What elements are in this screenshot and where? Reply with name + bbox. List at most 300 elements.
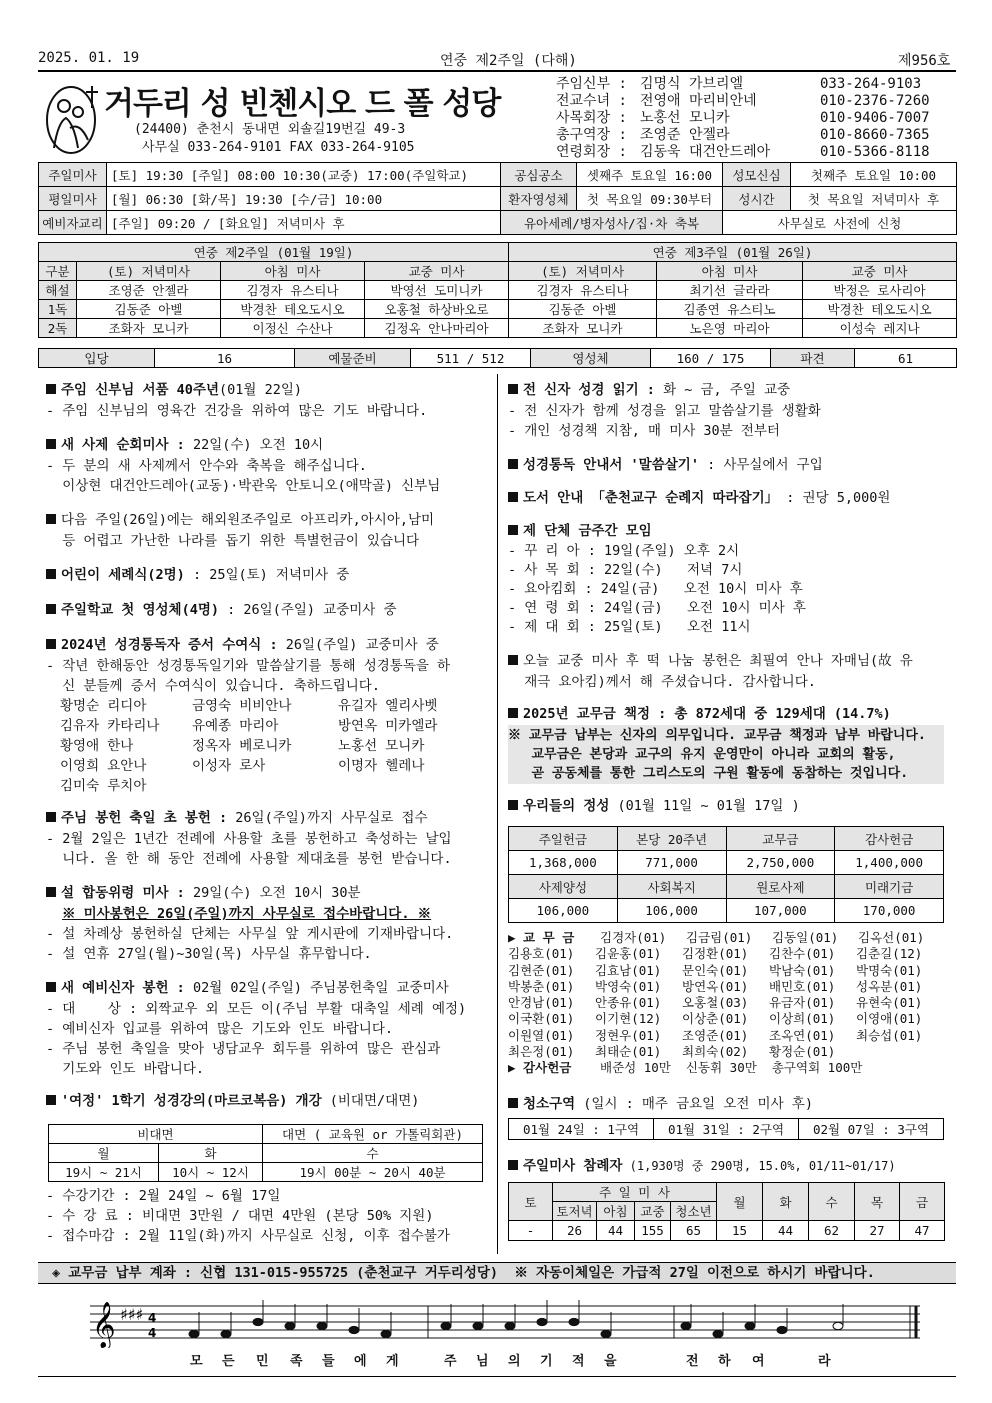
person-name: 황영애 한나: [60, 738, 134, 754]
person-name: 이영희 요안나: [60, 758, 147, 774]
person-name: 김유자 카타리나: [60, 718, 160, 734]
notice-text: 다음 주일(26일)에는 해외원조주일로 아프리카,아시아,남미: [61, 512, 435, 528]
attendance-sub: 토저녁: [553, 1202, 597, 1221]
thanks-label: ▶ 감사헌금: [508, 1060, 572, 1076]
note-head-icon: [745, 1322, 755, 1329]
readers-cell: 오홍철 하상바오로: [365, 300, 509, 319]
lecture-time: 19시 ~ 21시: [49, 1163, 159, 1182]
donor-name: 김현준(01): [508, 962, 575, 978]
notice-tithe: [508, 704, 948, 725]
notice-offerings: [508, 796, 948, 817]
schedule-cell: 첫 목요일 저녁미사 후: [791, 187, 957, 211]
offering-label: 사제양성: [509, 875, 618, 899]
staff-role: 사목회장 :: [556, 110, 627, 126]
attendance-value: 155: [635, 1221, 671, 1241]
attendance-head: 화: [763, 1183, 809, 1221]
person-name: 금영숙 비비안나: [192, 698, 292, 714]
notice-title: '여정' 1학기 성경강의(마르코복음) 개강: [61, 1093, 322, 1109]
readers-table: [38, 242, 957, 338]
note-head-icon: [505, 1322, 515, 1329]
note-head-icon: [189, 1330, 199, 1337]
square-bullet-icon: [508, 655, 518, 665]
svg-text:4: 4: [148, 1311, 157, 1325]
square-bullet-icon: [508, 1098, 518, 1108]
notice-line: 니다. 올 한 해 동안 전례에 사용할 제대초를 봉헌 받습니다.: [46, 851, 452, 867]
notice-title: 전 신자 성경 읽기 :: [523, 382, 655, 398]
attendance-head: 주 일 미 사: [553, 1183, 717, 1202]
lecture-head: 대면 ( 교육원 or 가톨릭회관): [263, 1125, 483, 1144]
lyric-syllable: 에: [354, 1354, 367, 1369]
square-bullet-icon: [46, 384, 56, 394]
notice-line: 기도와 인도 바랍니다.: [46, 1061, 205, 1077]
square-bullet-icon: [508, 525, 518, 535]
lyric-syllable: 을: [604, 1354, 617, 1369]
notice-text: : 26일(주일) 교중미사 중: [219, 602, 397, 618]
notice-title: 설 합동위령 미사 :: [61, 885, 185, 901]
notice-text: 오늘 교중 미사 후 떡 나눔 봉헌은 최필여 안나 자매님(故 유: [523, 653, 913, 669]
attendance-value: 44: [597, 1221, 635, 1241]
donor-name: 이원열(01): [508, 1027, 575, 1043]
person-name: 유예종 마리아: [192, 718, 279, 734]
attendance-sub: 교중: [635, 1202, 671, 1221]
staff-name: 조영준 안젤라: [640, 127, 730, 143]
tithe-label: ▶ 교 무 금: [508, 930, 575, 945]
notice-bible-reading: [508, 380, 948, 401]
donor-name: 최은정(01): [508, 1044, 575, 1060]
lecture-time: 19시 00분 ~ 20시 40분: [263, 1163, 483, 1182]
hymn-staff: [90, 1296, 920, 1348]
notice-title: 도서 안내 「춘천교구 순례지 따라잡기」: [523, 490, 779, 506]
donor-name: 박명숙(01): [856, 962, 923, 978]
donor-name: 김윤홍(01): [595, 946, 662, 962]
notice-title: 주님 봉헌 축일 초 봉헌 :: [61, 810, 228, 826]
certificate-names: [46, 696, 492, 796]
donor-name: 이상희(01): [769, 1011, 836, 1027]
lyric-syllable: 든: [222, 1354, 235, 1369]
tithe-note-box: [508, 725, 944, 784]
notice-text: 26일(주일) 교중미사 중: [277, 637, 439, 653]
notice-line: - 수 강 료 : 비대면 3만원 / 대면 4만원 (본당 50% 지원): [46, 1208, 434, 1224]
notice-text: (01월 11일 ~ 01월 17일 ): [609, 798, 800, 814]
staff-phone: 010-9406-7007: [820, 110, 930, 126]
stat-value: 16: [155, 349, 295, 368]
lyric-syllable: 전: [686, 1354, 699, 1369]
attendance-sub: 청소년: [671, 1202, 717, 1221]
notice-text: : 권당 5,000원: [778, 490, 891, 506]
donor-name: 오홍철(03): [682, 995, 749, 1011]
donor-name: 조옥연(01): [769, 1027, 836, 1043]
donor-name: 성옥분(01): [856, 978, 923, 994]
lecture-day: 화: [159, 1144, 263, 1163]
readers-cell: 조영준 안젤라: [77, 281, 221, 300]
donor-name: 이영애(01): [856, 1011, 923, 1027]
notice-overseas-aid: [46, 510, 492, 531]
lyric-syllable: 족: [290, 1354, 303, 1369]
schedule-cell: 평일미사: [39, 187, 107, 211]
donor-name: 최희숙(02): [682, 1044, 749, 1060]
cleaning-zone: 01월 24일 : 1구역: [509, 1119, 654, 1140]
lyric-syllable: 여: [752, 1354, 765, 1369]
schedule-cell: 주일미사: [39, 163, 107, 187]
lecture-table: [48, 1124, 483, 1182]
notice-title: 어린이 세례식(2명): [61, 567, 185, 583]
lecture-day: 수: [263, 1144, 483, 1163]
tithe-donors: [508, 930, 948, 1077]
square-bullet-icon: [508, 708, 518, 718]
notice-bible-certificates: [46, 635, 492, 656]
parish-address: (24400) 춘천시 동내면 외솔길19번길 49-3: [134, 122, 406, 137]
readers-col: 구분: [39, 262, 77, 281]
readers-cell: 박정은 로사리아: [803, 281, 957, 300]
bank-account-bar: ◈ 교무금 납부 계좌 : 신협 131-015-955725 (춘천교구 거두리성당) ※ 자동이체일은 가급적 27일 이전으로 하시기 바랍니다.: [38, 1262, 956, 1284]
notice-title: 주임 신부님 서품 40주년: [61, 382, 220, 398]
parish-office: 사무실 033-264-9101 FAX 033-264-9105: [142, 140, 415, 155]
square-bullet-icon: [508, 384, 518, 394]
readers-cell: 김동준 아벨: [77, 300, 221, 319]
lecture-day: 월: [49, 1144, 159, 1163]
staff-list: [556, 76, 930, 161]
notice-line: - 대 상 : 외짝교우 외 모든 이(주님 부활 대축일 세례 예정): [46, 1001, 467, 1017]
notice-line: - 작년 한해동안 성경통독일기와 말씀살기를 통해 성경통독을 하: [46, 658, 451, 674]
attendance-head: 월: [717, 1183, 763, 1221]
readers-cell: 김경자 유스티나: [221, 281, 365, 300]
person-name: 이명자 헬레나: [338, 758, 425, 774]
notice-text: (1,930명 중 290명, 15.0%, 01/11~01/17): [622, 1159, 896, 1173]
stat-value: 61: [855, 349, 957, 368]
notice-cleaning: [508, 1094, 813, 1115]
staff-phone: 010-8660-7365: [820, 127, 930, 143]
stat-value: 160 / 175: [651, 349, 771, 368]
notice-line: 곧 공동체를 통한 그리스도의 구원 활동에 동참하는 것입니다.: [508, 766, 909, 781]
schedule-cell: 셋째주 토요일 16:00: [577, 163, 723, 187]
offering-label: 사회복지: [617, 875, 726, 899]
readers-cell: 2독: [39, 319, 77, 338]
left-column: [46, 380, 492, 1112]
lyric-syllable: 게: [386, 1354, 399, 1369]
schedule-cell: [토] 19:30 [주일] 08:00 10:30(교중) 17:00(주일학교): [107, 163, 501, 187]
staff-name: 김명식 가브리엘: [640, 76, 744, 92]
readers-cell: 박영선 도미니카: [365, 281, 509, 300]
notice-line: - 설 연휴 27일(월)~30일(목) 사무실 휴무합니다.: [46, 946, 372, 962]
square-bullet-icon: [46, 887, 56, 897]
sunday-title: 연중 제2주일 (다해): [440, 53, 577, 69]
ministry-stats-table: [38, 348, 957, 368]
notice-text: (비대면/대면): [321, 1093, 420, 1109]
notice-line: - 전 신자가 함께 성경을 읽고 말씀살기를 생활화: [508, 403, 821, 419]
donor-name: 김춘길(12): [856, 946, 923, 962]
offering-amount: 106,000: [509, 899, 618, 923]
key-signature-icon: ♯♯♯: [120, 1305, 144, 1324]
donor-name: 김효남(01): [595, 962, 662, 978]
square-bullet-icon: [46, 514, 56, 524]
meeting-item: - 꾸 리 아 : 19일(주일) 오후 2시: [508, 543, 740, 559]
notice-text: : 25일(토) 저녁미사 중: [184, 567, 350, 583]
note-head-icon: [777, 1326, 787, 1333]
note-head-icon: [713, 1330, 723, 1337]
notice-attendance: [508, 1156, 896, 1177]
readers-cell: 김정옥 안나마리아: [365, 319, 509, 338]
offering-label: 미래기금: [835, 875, 944, 899]
readers-col: (토) 저녁미사: [509, 262, 657, 281]
notice-line: - 예비신자 입교를 위하여 많은 기도와 인도 바랍니다.: [46, 1021, 394, 1037]
stat-label: 영성체: [531, 349, 651, 368]
lyric-syllable: 님: [476, 1354, 489, 1369]
staff-role: 전교수녀 :: [556, 93, 627, 109]
readers-cell: 1독: [39, 300, 77, 319]
square-bullet-icon: [46, 1095, 56, 1105]
lyric-syllable: 라: [818, 1354, 831, 1369]
donor-name: 황정순(01): [769, 1044, 836, 1060]
donor-name: 김동일(01): [772, 930, 839, 945]
staff-name: 전영애 마리비안네: [640, 93, 757, 109]
person-name: 이성자 로사: [192, 758, 266, 774]
lyric-syllable: 모: [190, 1354, 203, 1369]
notice-title: 청소구역: [523, 1096, 576, 1112]
notice-line: ※ 교무금 납부는 신자의 의무입니다. 교무금 책정과 납부 바랍니다.: [508, 728, 926, 743]
notice-title: 주일학교 첫 영성체(4명): [61, 602, 220, 618]
person-name: 유길자 엘리사벳: [338, 698, 438, 714]
notice-guidebook: [508, 455, 948, 476]
notice-bible-lecture: [46, 1091, 492, 1112]
schedule-cell: 예비자교리: [39, 211, 107, 235]
square-bullet-icon: [46, 604, 56, 614]
readers-col: 교중 미사: [803, 262, 957, 281]
lyric-syllable: 하: [718, 1354, 731, 1369]
readers-cell: 김경자 유스티나: [509, 281, 657, 300]
square-bullet-icon: [508, 459, 518, 469]
notice-line: 교무금은 본당과 교구의 유지 운영만이 아니라 교회의 활동,: [508, 747, 896, 762]
schedule-cell: [주일] 09:20 / [화요일] 저녁미사 후: [107, 211, 501, 235]
donor-grid: [508, 930, 948, 1060]
schedule-cell: 성모신심: [723, 163, 791, 187]
donor-name: 김용호(01): [508, 946, 575, 962]
offering-amount: 1,368,000: [509, 851, 618, 875]
donor-name: 조영준(01): [682, 1027, 749, 1043]
person-name: 노홍선 모니카: [338, 738, 425, 754]
schedule-cell: 환자영성체: [501, 187, 577, 211]
donor-name: 정현우(01): [595, 1027, 662, 1043]
notice-line: - 설 차례상 봉헌하실 단체는 사무실 앞 게시판에 기재바랍니다.: [46, 926, 454, 942]
stat-label: 파견: [771, 349, 855, 368]
lyric-syllable: 의: [508, 1354, 521, 1369]
attendance-value: 47: [900, 1221, 945, 1241]
donor-name: 김찬수(01): [769, 946, 836, 962]
schedule-cell: 유아세례/병자성사/집·차 축복: [501, 211, 723, 235]
readers-col: 아침 미사: [657, 262, 803, 281]
staff-role: 연령회장 :: [556, 144, 627, 160]
attendance-value: 62: [809, 1221, 855, 1241]
donor-name: 배민호(01): [769, 978, 836, 994]
person-name: 황명순 리디아: [60, 698, 147, 714]
lecture-details: [46, 1186, 450, 1246]
donor-name: 유금자(01): [769, 995, 836, 1011]
note-head-icon: [537, 1318, 547, 1325]
readers-col: 아침 미사: [221, 262, 365, 281]
cleaning-zone: 01월 31일 : 2구역: [654, 1119, 799, 1140]
stat-value: 511 / 512: [411, 349, 531, 368]
notice-new-priests: [46, 435, 492, 456]
person-name: 김미숙 루치아: [60, 778, 147, 794]
notice-text: (일시 : 매주 금요일 오전 미사 후): [575, 1096, 813, 1112]
attendance-head: 수: [809, 1183, 855, 1221]
issue-date: 2025. 01. 19: [38, 50, 140, 66]
donor-name: 박봉춘(01): [508, 978, 575, 994]
treble-clef-icon: 𝄞: [92, 1302, 116, 1348]
meeting-item: - 제 대 회 : 25일(토) 오전 11시: [508, 619, 751, 635]
square-bullet-icon: [46, 982, 56, 992]
offering-label: 주일헌금: [509, 827, 618, 851]
notice-line: - 수강기간 : 2월 24일 ~ 6월 17일: [46, 1188, 281, 1204]
staff-name: 김동욱 대건안드레아: [640, 144, 771, 160]
notice-title: 2025년 교무금 책정 : 총 872세대 중 129세대 (14.7%): [523, 706, 891, 722]
staff-phone: 010-5366-8118: [820, 144, 930, 160]
notice-text: : 사무실에서 구입: [698, 457, 823, 473]
notice-line: 이상현 대건안드레아(교동)·박관욱 안토니오(애막골) 신부님: [46, 478, 441, 494]
offering-amount: 2,750,000: [726, 851, 835, 875]
attendance-sub: 아침: [597, 1202, 635, 1221]
schedule-cell: 사무실로 사전에 신청: [723, 211, 957, 235]
note-head-icon: [381, 1330, 391, 1337]
attendance-value: 65: [671, 1221, 717, 1241]
offering-amount: 106,000: [617, 899, 726, 923]
svg-text:4: 4: [148, 1326, 157, 1340]
note-head-icon: [221, 1330, 231, 1337]
stat-label: 입당: [39, 349, 155, 368]
attendance-table: [508, 1182, 945, 1241]
donor-name: 유현숙(01): [856, 995, 923, 1011]
donor-name: 안경남(01): [508, 995, 575, 1011]
square-bullet-icon: [46, 812, 56, 822]
notice-rice-cake: [508, 651, 948, 672]
notice-first-communion: [46, 600, 492, 621]
column-divider: [497, 374, 498, 1254]
note-head-icon: [569, 1318, 579, 1325]
notice-text: 화 ~ 금, 주일 교중: [654, 382, 791, 398]
square-bullet-icon: [46, 639, 56, 649]
notice-catechumens: [46, 978, 492, 999]
cleaning-table: [508, 1118, 944, 1140]
square-bullet-icon: [508, 1160, 518, 1170]
schedule-cell: 첫째주 토요일 10:00: [791, 163, 957, 187]
offering-label: 원로사제: [726, 875, 835, 899]
schedule-cell: 첫 목요일 09:30부터: [577, 187, 723, 211]
notice-line: - 두 분의 새 사제께서 안수와 축복을 해주십니다.: [46, 458, 367, 474]
hymn-lyrics: [0, 1350, 992, 1370]
donor-name: 김금림(01): [686, 930, 753, 945]
lyric-syllable: 주: [444, 1354, 457, 1369]
square-bullet-icon: [46, 439, 56, 449]
notice-title: 우리들의 정성: [523, 798, 610, 814]
readers-week-heading: 연중 제3주일 (01월 26일): [509, 243, 957, 262]
staff-phone: 010-2376-7260: [820, 93, 930, 109]
lyric-syllable: 민: [256, 1354, 269, 1369]
attendance-value: -: [509, 1221, 553, 1241]
readers-cell: 박경찬 테오도시오: [803, 300, 957, 319]
donor-name: 최태순(01): [595, 1044, 662, 1060]
lyric-syllable: 적: [572, 1354, 585, 1369]
donor-name: 문인숙(01): [682, 962, 749, 978]
staff-role: 총구역장 :: [556, 127, 627, 143]
donor-name: 최승섭(01): [856, 1027, 923, 1043]
offering-amount: 170,000: [835, 899, 944, 923]
note-head-icon: [285, 1322, 295, 1329]
note-head-icon: [253, 1318, 263, 1325]
readers-cell: 김종연 유스티노: [657, 300, 803, 319]
schedule-cell: [월] 06:30 [화/목] 19:30 [수/금] 10:00: [107, 187, 501, 211]
notice-text: (01월 22일): [219, 382, 302, 398]
readers-cell: 조화자 모니카: [77, 319, 221, 338]
readers-col: (토) 저녁미사: [77, 262, 221, 281]
notice-text: 26일(주일)까지 사무실로 접수: [227, 810, 428, 826]
schedule-cell: 성시간: [723, 187, 791, 211]
lecture-time: 10시 ~ 12시: [159, 1163, 263, 1182]
notice-anniversary: [46, 380, 492, 401]
readers-cell: 해설: [39, 281, 77, 300]
donor-name: 이상춘(01): [682, 1011, 749, 1027]
readers-cell: 박경찬 테오도시오: [221, 300, 365, 319]
note-head-icon: [349, 1326, 359, 1333]
readers-cell: 김동준 아벨: [509, 300, 657, 319]
donor-name: 박영숙(01): [595, 978, 662, 994]
notice-line: 재극 요아킴)께서 해 주셨습니다. 감사합니다.: [508, 674, 816, 690]
note-head-icon: [681, 1322, 691, 1329]
parish-name: 거두리 성 빈첸시오 드 폴 성당: [104, 86, 501, 122]
attendance-head: 금: [900, 1183, 945, 1221]
note-head-icon: [441, 1322, 451, 1329]
notice-emphasis: ※ 미사봉헌은 26일(주일)까지 사무실로 접수바랍니다. ※: [62, 906, 432, 922]
note-head-icon: [601, 1330, 611, 1337]
attendance-value: 15: [717, 1221, 763, 1241]
meeting-item: - 사 목 회 : 22일(수) 저녁 7시: [508, 562, 743, 578]
stat-label: 예물준비: [295, 349, 411, 368]
notice-text: 02월 02일(주일) 주님봉헌축일 교중미사: [184, 980, 449, 996]
square-bullet-icon: [46, 569, 56, 579]
schedule-cell: 공심공소: [501, 163, 577, 187]
readers-week-heading: 연중 제2주일 (01월 19일): [39, 243, 509, 262]
notice-candle-offering: [46, 808, 492, 829]
notice-line: - 2월 2일은 1년간 전례에 사용할 초를 봉헌하고 축성하는 날입: [46, 831, 452, 847]
readers-cell: 노은영 마리아: [657, 319, 803, 338]
note-head-icon: [473, 1322, 483, 1329]
square-bullet-icon: [508, 492, 518, 502]
offering-label: 감사헌금: [835, 827, 944, 851]
notice-title: 새 예비신자 봉헌 :: [61, 980, 185, 996]
notice-text: 22일(수) 오전 10시: [184, 437, 324, 453]
cleaning-zone: 02월 07일 : 3구역: [799, 1119, 944, 1140]
donor-name: 박남숙(01): [769, 962, 836, 978]
note-head-icon: [833, 1322, 843, 1329]
square-bullet-icon: [508, 800, 518, 810]
notice-text: 29일(수) 오전 10시 30분: [184, 885, 361, 901]
notice-line: - 개인 성경책 지참, 매 미사 30분 전부터: [508, 423, 780, 439]
attendance-value: 26: [553, 1221, 597, 1241]
meeting-item: - 요아킴회 : 24일(금) 오전 10시 미사 후: [508, 581, 803, 597]
notice-title: 제 단체 금주간 모임: [523, 523, 652, 539]
notice-title: 2024년 성경통독자 증서 수여식 :: [61, 637, 278, 653]
note-head-icon: [317, 1322, 327, 1329]
donor-name: 방연옥(01): [682, 978, 749, 994]
readers-cell: 조화자 모니카: [509, 319, 657, 338]
attendance-value: 27: [855, 1221, 900, 1241]
person-name: 정옥자 베로니카: [192, 738, 292, 754]
offerings-table: [508, 826, 944, 923]
notice-line: 등 어렵고 가난한 나라를 돕기 위한 특별헌금이 있습니다: [46, 533, 420, 549]
lecture-head: 비대면: [49, 1125, 263, 1144]
attendance-head: 토: [509, 1183, 553, 1221]
notice-line: - 접수마감 : 2월 11일(화)까지 사무실로 신청, 이후 접수불가: [46, 1228, 450, 1244]
meeting-item: - 연 령 회 : 24일(금) 오전 10시 미사 후: [508, 600, 806, 616]
attendance-value: 44: [763, 1221, 809, 1241]
